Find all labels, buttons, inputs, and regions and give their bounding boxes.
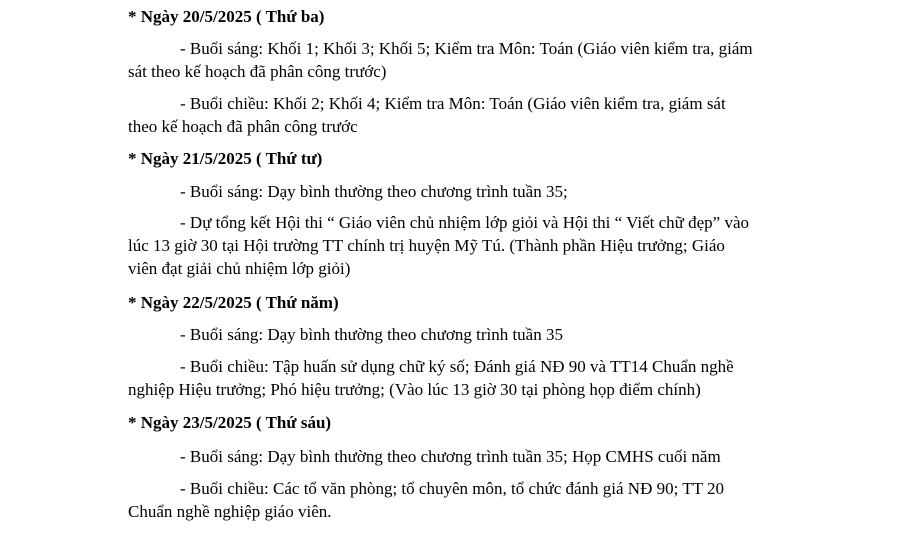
item-line: - Buổi chiều: Tập huấn sử dụng chữ ký số; Đánh giá NĐ 90 và TT14 Chuẩn nghề <box>180 357 734 376</box>
day-heading: * Ngày 23/5/2025 ( Thứ sáu) <box>128 413 332 432</box>
day-heading: * Ngày 21/5/2025 ( Thứ tư) <box>128 149 323 168</box>
schedule-item <box>128 323 840 346</box>
item-line: - Buổi sáng: Khối 1; Khối 3; Khối 5; Kiểm tra Môn: Toán (Giáo viên kiểm tra, giám <box>180 39 753 58</box>
schedule-item <box>128 92 840 138</box>
schedule-item <box>128 445 840 468</box>
item-line: - Dự tổng kết Hội thi “ Giáo viên chủ nhiệm lớp giỏi và Hội thi “ Viết chữ đẹp” vào <box>180 213 750 232</box>
schedule-item <box>128 211 840 280</box>
item-line: - Buổi chiều: Khối 2; Khối 4; Kiểm tra Môn: Toán (Giáo viên kiểm tra, giám sát <box>180 94 726 113</box>
item-line: - Buổi sáng: Dạy bình thường theo chương trình tuần 35; <box>180 182 568 201</box>
schedule-item <box>128 355 840 401</box>
day-heading: * Ngày 22/5/2025 ( Thứ năm) <box>128 293 339 312</box>
schedule-item <box>128 477 840 523</box>
item-line: - Buổi sáng: Dạy bình thường theo chương trình tuần 35 <box>180 325 563 344</box>
day-heading: * Ngày 20/5/2025 ( Thứ ba) <box>128 7 325 26</box>
item-line: - Buổi chiều: Các tổ văn phòng; tổ chuyên môn, tổ chức đánh giá NĐ 90; TT 20 <box>180 479 724 498</box>
item-line: sát theo kế hoạch đã phân công trước) <box>128 62 387 81</box>
schedule-item <box>128 180 840 203</box>
item-line: Chuẩn nghề nghiệp giáo viên. <box>128 502 332 521</box>
item-line: nghiệp Hiệu trưởng; Phó hiệu trưởng; (Vào lúc 13 giờ 30 tại phòng họp điểm chính) <box>128 380 701 399</box>
schedule-item <box>128 37 840 83</box>
item-line: viên đạt giải chủ nhiệm lớp giỏi) <box>128 259 351 278</box>
item-line: lúc 13 giờ 30 tại Hội trường TT chính trị huyện Mỹ Tú. (Thành phần Hiệu trưởng; Giáo <box>128 236 725 255</box>
item-line: theo kế hoạch đã phân công trước <box>128 117 358 136</box>
item-line: - Buổi sáng: Dạy bình thường theo chương trình tuần 35; Họp CMHS cuối năm <box>180 447 721 466</box>
